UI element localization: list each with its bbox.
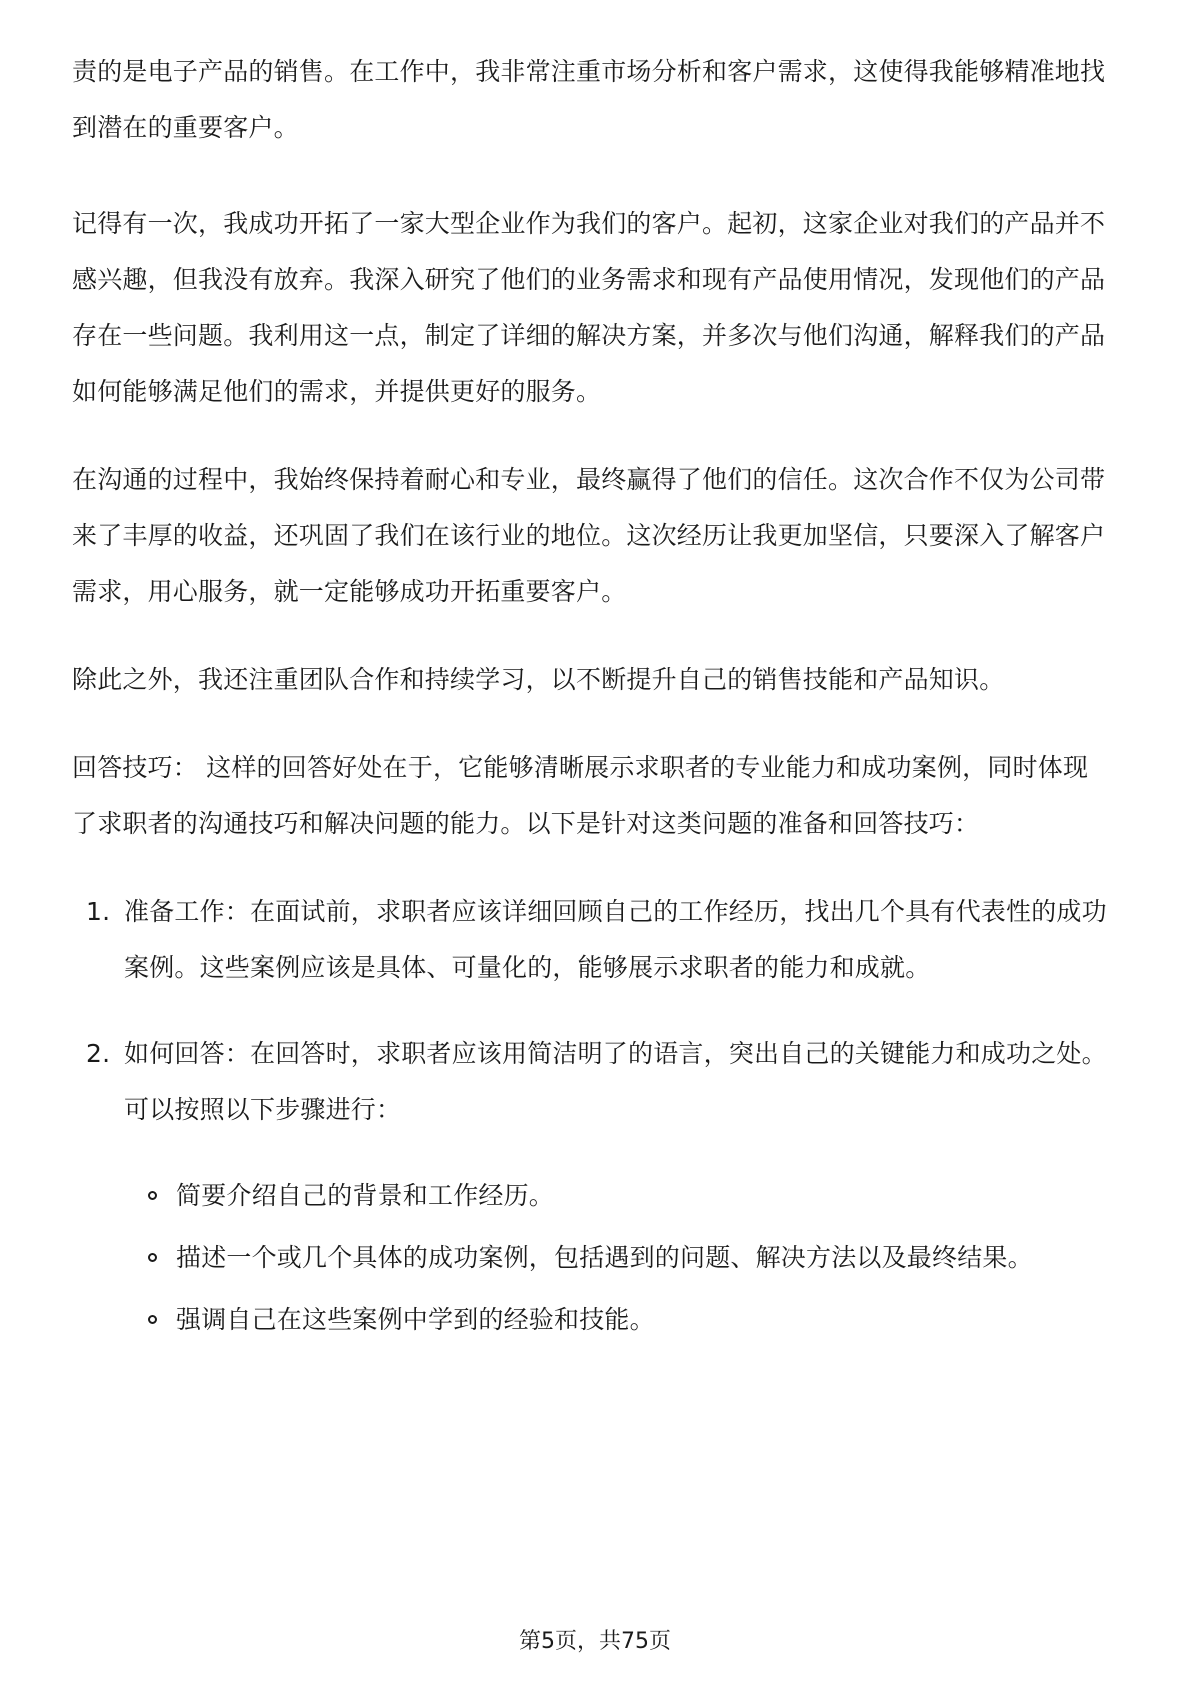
list-item — [72, 1292, 1112, 1348]
page-number: 第5页，共75页 — [519, 1629, 671, 1654]
list-item — [72, 1026, 1112, 1138]
paragraph-intro: 责的是电子产品的销售。在工作中，我非常注重市场分析和客户需求，这使得我能够精准地找到潜在的重要客户。 — [72, 57, 1106, 142]
circle-bullet-icon — [148, 1315, 157, 1324]
paragraph-communication: 在沟通的过程中，我始终保持着耐心和专业，最终赢得了他们的信任。这次合作不仅为公司带来了丰厚的收益，还巩固了我们在该行业的地位。这次经历让我更加坚信，只要深入了解客户需求，用心服务，就一定能够成功开拓重要客户。 — [72, 465, 1106, 606]
list-number: 2. — [86, 1039, 111, 1068]
circle-bullet-icon — [148, 1253, 157, 1262]
list-item — [72, 1230, 1112, 1286]
list-number: 1. — [86, 897, 111, 926]
paragraph-teamwork: 除此之外，我还注重团队合作和持续学习，以不断提升自己的销售技能和产品知识。 — [72, 665, 1005, 694]
page-body — [72, 44, 1112, 1354]
steps-list — [72, 1168, 1112, 1348]
list-item-text: 强调自己在这些案例中学到的经验和技能。 — [176, 1305, 655, 1334]
paragraph-answer-tips: 回答技巧： 这样的回答好处在于，它能够清晰展示求职者的专业能力和成功案例，同时体现了求职者的沟通技巧和解决问题的能力。以下是针对这类问题的准备和回答技巧： — [72, 753, 1089, 838]
list-item-text: 描述一个或几个具体的成功案例，包括遇到的问题、解决方法以及最终结果。 — [176, 1243, 1033, 1272]
list-item — [72, 884, 1112, 996]
list-item — [72, 1168, 1112, 1224]
paragraph-story: 记得有一次，我成功开拓了一家大型企业作为我们的客户。起初，这家企业对我们的产品并不感兴趣，但我没有放弃。我深入研究了他们的业务需求和现有产品使用情况，发现他们的产品存在一些问题。我利用这一点，制定了详细的解决方案，并多次与他们沟通，解释我们的产品如何能够满足他们的需求，并提供更好的服务。 — [72, 209, 1106, 406]
circle-bullet-icon — [148, 1191, 157, 1200]
list-item-text: 准备工作：在面试前，求职者应该详细回顾自己的工作经历，找出几个具有代表性的成功案例。这些案例应该是具体、可量化的，能够展示求职者的能力和成就。 — [124, 897, 1107, 982]
tips-list — [72, 884, 1112, 1138]
list-item-text: 简要介绍自己的背景和工作经历。 — [176, 1181, 555, 1210]
list-item-text: 如何回答：在回答时，求职者应该用简洁明了的语言，突出自己的关键能力和成功之处。可以按照以下步骤进行： — [124, 1039, 1107, 1124]
